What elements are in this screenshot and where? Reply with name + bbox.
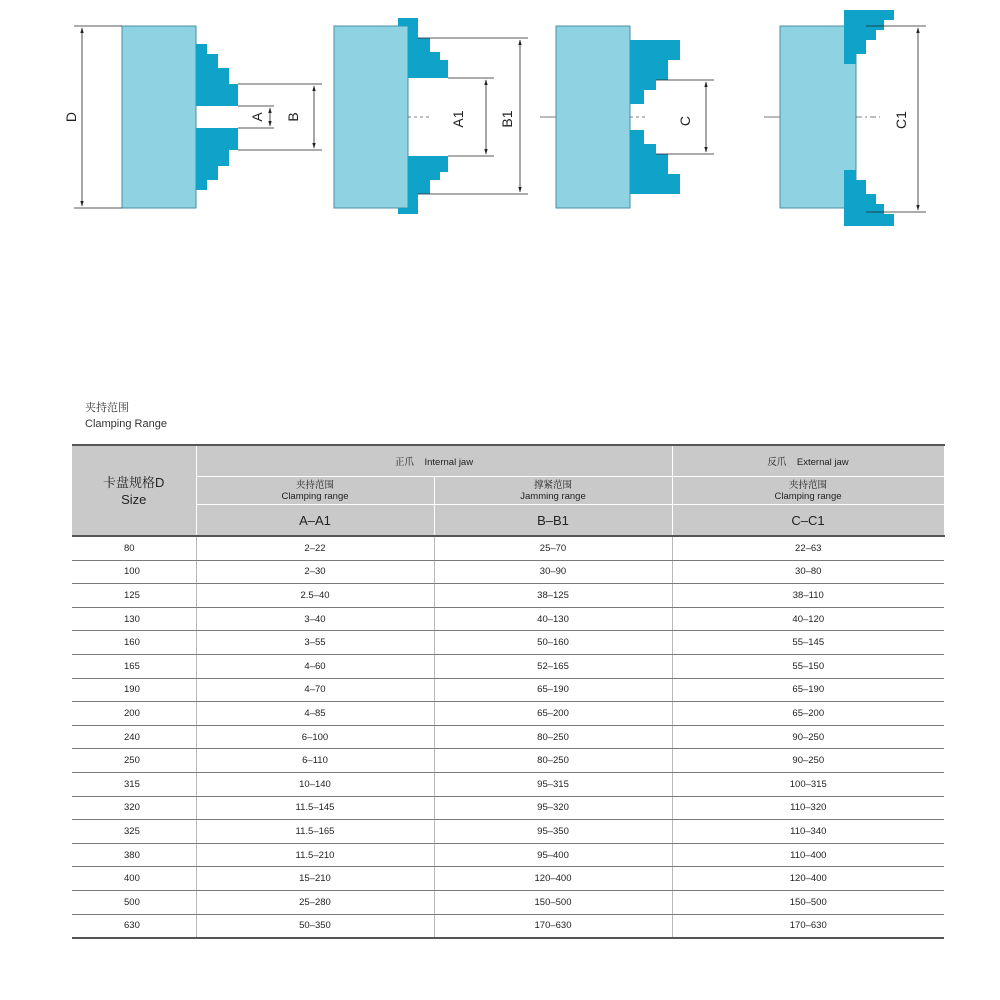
clamping-a-a1-cell: 3–55 — [196, 631, 434, 655]
jamming-b-b1-cell: 65–190 — [434, 678, 672, 702]
upper-jaw — [844, 10, 894, 64]
col-b-cn: 撑紧范围 — [534, 479, 573, 491]
clamping-c-c1-cell: 65–200 — [672, 702, 944, 726]
clamping-a-a1-cell: 4–60 — [196, 654, 434, 678]
table-row — [72, 890, 944, 914]
chuck-body — [122, 26, 196, 208]
size-header-cn: 卡盘规格D — [103, 474, 165, 490]
clamping-a-a1-cell: 2–30 — [196, 560, 434, 584]
jamming-b-b1-cell: 95–315 — [434, 772, 672, 796]
table-row — [72, 654, 944, 678]
size-cell: 160 — [72, 631, 196, 655]
clamping-a-a1-cell: 6–100 — [196, 725, 434, 749]
table-row — [72, 584, 944, 608]
col-c-cn: 夹持范围 — [789, 479, 828, 491]
clamping-c-c1-cell: 22–63 — [672, 536, 944, 560]
diagram-external-reversed — [764, 10, 926, 226]
clamping-c-c1-cell: 120–400 — [672, 867, 944, 891]
col-b-en: Jamming range — [520, 490, 586, 502]
section-title-en: Clamping Range — [85, 418, 167, 430]
clamping-c-c1-cell: 30–80 — [672, 560, 944, 584]
table-row — [72, 536, 944, 560]
chuck-body — [556, 26, 630, 208]
lower-jaw — [630, 130, 680, 194]
size-header-en: Size — [121, 491, 147, 507]
label-a1: A1 — [450, 110, 466, 128]
clamping-a-a1-cell: 6–110 — [196, 749, 434, 773]
clamping-a-a1-cell: 15–210 — [196, 867, 434, 891]
table-row — [72, 867, 944, 891]
jamming-b-b1-cell: 120–400 — [434, 867, 672, 891]
size-cell: 125 — [72, 584, 196, 608]
label-b1: B1 — [499, 110, 515, 128]
size-cell: 80 — [72, 536, 196, 560]
upper-jaw — [630, 40, 680, 104]
col-b-subheader — [434, 477, 672, 505]
diagram-external-clamping — [540, 26, 714, 208]
table-row — [72, 749, 944, 773]
upper-jaw — [196, 44, 238, 106]
size-cell: 400 — [72, 867, 196, 891]
size-cell: 500 — [72, 890, 196, 914]
size-cell: 200 — [72, 702, 196, 726]
jamming-b-b1-cell: 95–350 — [434, 820, 672, 844]
clamping-c-c1-cell: 110–340 — [672, 820, 944, 844]
jamming-b-b1-cell: 30–90 — [434, 560, 672, 584]
size-cell: 130 — [72, 607, 196, 631]
jamming-b-b1-cell: 150–500 — [434, 890, 672, 914]
col-c-label: C–C1 — [672, 505, 944, 537]
jamming-b-b1-cell: 95–320 — [434, 796, 672, 820]
clamping-a-a1-cell: 11.5–210 — [196, 843, 434, 867]
clamping-range-table — [72, 444, 945, 939]
clamping-c-c1-cell: 40–120 — [672, 607, 944, 631]
clamping-a-a1-cell: 2.5–40 — [196, 584, 434, 608]
clamping-a-a1-cell: 4–85 — [196, 702, 434, 726]
label-c: C — [677, 115, 693, 127]
jamming-b-b1-cell: 95–400 — [434, 843, 672, 867]
jamming-b-b1-cell: 25–70 — [434, 536, 672, 560]
table-row — [72, 820, 944, 844]
table-row — [72, 607, 944, 631]
size-cell: 190 — [72, 678, 196, 702]
lower-jaw — [196, 128, 238, 190]
table-body — [72, 536, 944, 938]
jaw-diagrams — [0, 0, 1000, 300]
clamping-a-a1-cell: 11.5–165 — [196, 820, 434, 844]
jamming-b-b1-cell: 38–125 — [434, 584, 672, 608]
label-d: D — [63, 111, 79, 123]
clamping-c-c1-cell: 150–500 — [672, 890, 944, 914]
clamping-c-c1-cell: 100–315 — [672, 772, 944, 796]
size-cell: 240 — [72, 725, 196, 749]
size-cell: 630 — [72, 914, 196, 938]
table-row — [72, 796, 944, 820]
diagram-internal-clamping — [63, 26, 322, 208]
clamping-a-a1-cell: 2–22 — [196, 536, 434, 560]
table-row — [72, 843, 944, 867]
col-a-en: Clamping range — [281, 490, 349, 502]
col-a-cn: 夹持范围 — [295, 479, 334, 491]
lower-jaw — [844, 170, 894, 226]
clamping-c-c1-cell: 55–145 — [672, 631, 944, 655]
size-cell: 165 — [72, 654, 196, 678]
size-cell: 100 — [72, 560, 196, 584]
clamping-a-a1-cell: 50–350 — [196, 914, 434, 938]
jamming-b-b1-cell: 80–250 — [434, 749, 672, 773]
clamping-c-c1-cell: 38–110 — [672, 584, 944, 608]
clamping-c-c1-cell: 110–400 — [672, 843, 944, 867]
jamming-b-b1-cell: 50–160 — [434, 631, 672, 655]
col-c-en: Clamping range — [774, 490, 842, 502]
col-b-label: B–B1 — [434, 505, 672, 537]
table-row — [72, 702, 944, 726]
internal-jaw-header: 正爪 Internal jaw — [196, 445, 672, 477]
clamping-c-c1-cell: 90–250 — [672, 725, 944, 749]
jamming-b-b1-cell: 65–200 — [434, 702, 672, 726]
section-title-cn: 夹持范围 — [85, 402, 129, 414]
chuck-body — [334, 26, 408, 208]
jamming-b-b1-cell: 170–630 — [434, 914, 672, 938]
label-a: A — [249, 112, 265, 122]
diagram-internal-jamming — [334, 18, 528, 214]
section-title — [85, 400, 167, 432]
clamping-c-c1-cell: 170–630 — [672, 914, 944, 938]
size-cell: 250 — [72, 749, 196, 773]
table-row — [72, 725, 944, 749]
size-cell: 380 — [72, 843, 196, 867]
col-c-subheader — [672, 477, 944, 505]
table-row — [72, 772, 944, 796]
table-row — [72, 914, 944, 938]
clamping-a-a1-cell: 10–140 — [196, 772, 434, 796]
jamming-b-b1-cell: 52–165 — [434, 654, 672, 678]
label-c1: C1 — [893, 111, 909, 129]
size-cell: 325 — [72, 820, 196, 844]
clamping-c-c1-cell: 90–250 — [672, 749, 944, 773]
external-jaw-header: 反爪 External jaw — [672, 445, 944, 477]
col-a-subheader — [196, 477, 434, 505]
table-row — [72, 631, 944, 655]
col-a-label: A–A1 — [196, 505, 434, 537]
table-row — [72, 560, 944, 584]
jamming-b-b1-cell: 80–250 — [434, 725, 672, 749]
size-cell: 315 — [72, 772, 196, 796]
clamping-c-c1-cell: 55–150 — [672, 654, 944, 678]
clamping-c-c1-cell: 65–190 — [672, 678, 944, 702]
clamping-c-c1-cell: 110–320 — [672, 796, 944, 820]
label-b: B — [285, 112, 301, 122]
size-header — [72, 445, 196, 536]
size-cell: 320 — [72, 796, 196, 820]
clamping-a-a1-cell: 25–280 — [196, 890, 434, 914]
jamming-b-b1-cell: 40–130 — [434, 607, 672, 631]
clamping-a-a1-cell: 4–70 — [196, 678, 434, 702]
clamping-a-a1-cell: 3–40 — [196, 607, 434, 631]
clamping-a-a1-cell: 11.5–145 — [196, 796, 434, 820]
table-row — [72, 678, 944, 702]
